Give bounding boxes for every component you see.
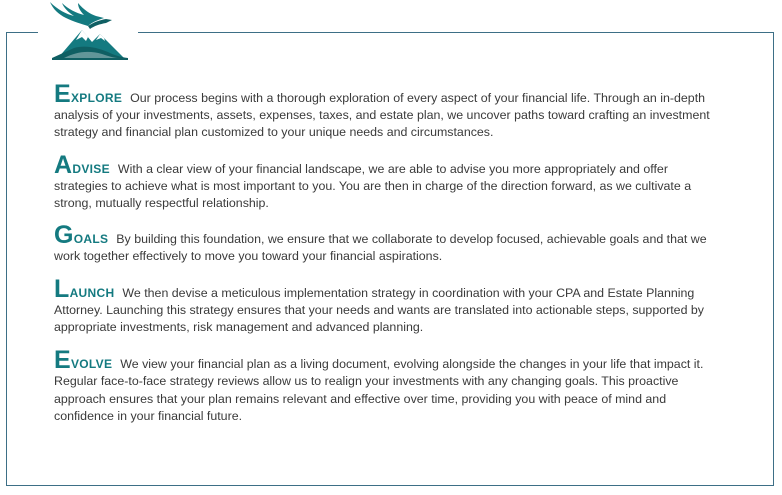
section-evolve [54,346,722,425]
body-advise: With a clear view of your financial landscape, we are able to advise you more appropriately and offer strategies to achieve what is most important to you. You are then in charge of the direction forward, as we cultivate a strong, mutually respectful relationship. [54,161,692,211]
heading-evolve: Evolve [54,346,113,375]
heading-goals: Goals [54,221,109,250]
eagle-mountain-logo-icon [44,0,130,64]
section-explore [54,80,722,142]
heading-advise: Advise [54,150,110,179]
body-evolve: We view your financial plan as a living document, evolving alongside the changes in your life that impact it. Regular face-to-face strategy reviews allow us to realign your investments with any changing goals. This proactive approach ensures that your plan remains relevant and effective over time, providing you with peace of mind and confidence in your financial future. [54,357,704,423]
process-content [54,80,722,425]
body-explore: Our process begins with a thorough exploration of every aspect of your financial life. Through an in-depth analysis of your investments, assets, expenses, taxes, and estate plan, we uncover paths toward crafting an investment strategy and financial plan customized to your unique needs and circumstances. [54,91,710,140]
section-advise [54,150,722,213]
heading-launch: Launch [54,274,115,303]
body-goals: By building this foundation, we ensure that we collaborate to develop focused, achievable goals and that we work together effectively to move you toward your financial aspirations. [54,232,707,264]
section-goals [54,221,722,265]
heading-explore: Explore [54,80,123,108]
section-launch [54,274,722,337]
body-launch: We then devise a meticulous implementation strategy in coordination with your CPA and Estate Planning Attorney. Launching this strategy ensures that your needs and wants are translated into actionable steps, supported by appropriate investments, risk management and advanced planning. [54,285,704,335]
